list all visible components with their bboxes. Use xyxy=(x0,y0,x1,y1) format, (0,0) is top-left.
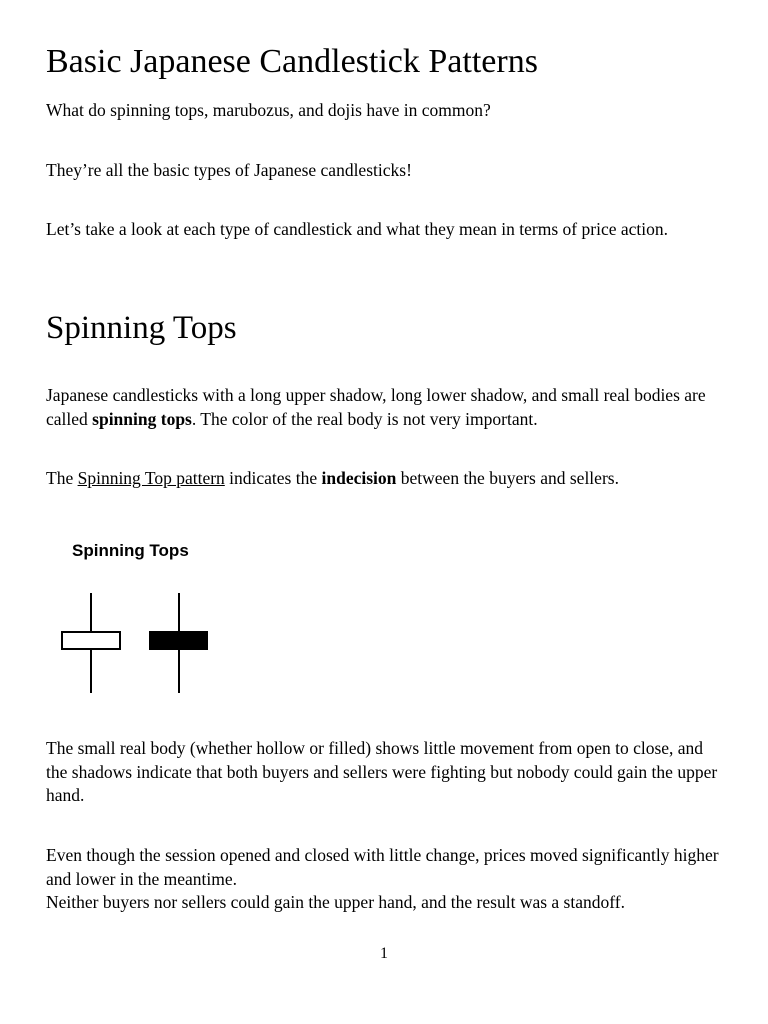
paragraph-definition xyxy=(46,384,726,431)
section-heading-spinning-tops: Spinning Tops xyxy=(46,310,237,346)
filled-candle-body xyxy=(150,632,207,649)
hollow-candlestick xyxy=(62,593,120,693)
intro-answer: They’re all the basic types of Japanese candlesticks! xyxy=(46,160,412,180)
figure-title: Spinning Tops xyxy=(72,541,189,560)
indecision-term: indecision xyxy=(321,468,397,488)
intro-lead: Let’s take a look at each type of candlestick and what they mean in terms of price action. xyxy=(46,219,668,239)
spinning-tops-figure xyxy=(50,585,230,700)
definition-text-start: Japanese candlesticks with a long upper shadow, long lower shadow, and small real bodies are called xyxy=(46,385,706,429)
indecision-text-1: The xyxy=(46,468,78,488)
spinning-top-pattern-link[interactable]: Spinning Top pattern xyxy=(77,468,225,488)
definition-text-end: . The color of the real body is not very important. xyxy=(191,408,538,429)
indecision-text-3: between the buyers and sellers. xyxy=(396,468,619,488)
session-line-2: Neither buyers nor sellers could gain the upper hand, and the result was a standoff. xyxy=(46,892,625,912)
hollow-candle-body xyxy=(62,632,120,649)
page-title: Basic Japanese Candlestick Patterns xyxy=(46,43,538,80)
definition-term: spinning tops xyxy=(92,408,192,429)
paragraph-session xyxy=(46,844,726,915)
indecision-text-2: indicates the xyxy=(224,468,322,488)
intro-question: What do spinning tops, marubozus, and dojis have in common? xyxy=(46,100,491,120)
page-number: 1 xyxy=(380,945,388,962)
paragraph-indecision xyxy=(46,467,726,491)
session-line-1: Even though the session opened and closed with little change, prices moved significantly higher and lower in the meantime. xyxy=(46,845,719,889)
paragraph-small-body: The small real body (whether hollow or filled) shows little movement from open to close, and the shadows indicate that both buyers and sellers were fighting but nobody could gain the upper hand. xyxy=(46,738,718,805)
filled-candlestick xyxy=(150,593,207,693)
